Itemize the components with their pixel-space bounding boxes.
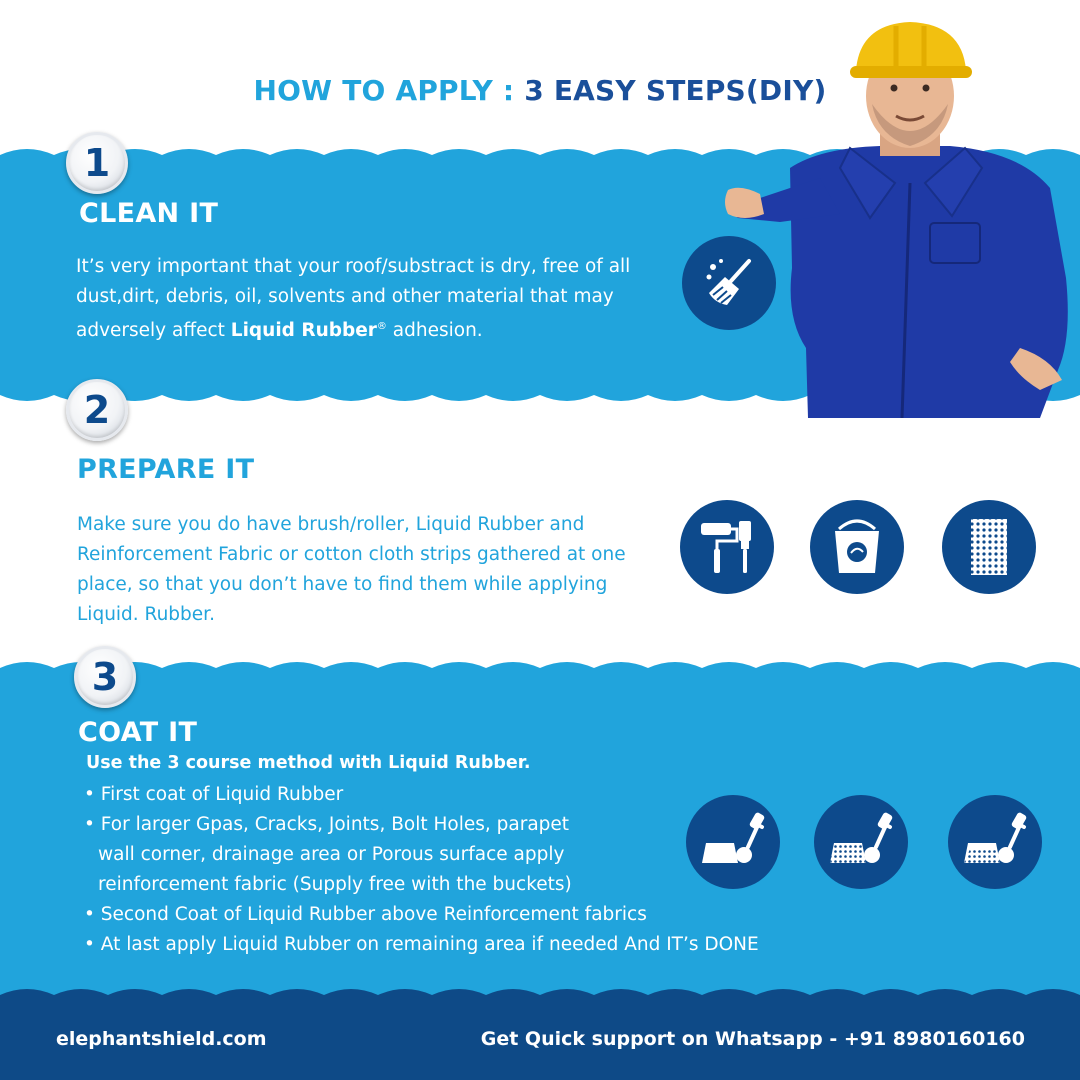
title-part-2: 3 EASY STEPS(DIY) [524,74,827,107]
list-item: • At last apply Liquid Rubber on remaining area if needed And IT’s DONE [84,934,759,955]
list-item: wall corner, drainage area or Porous surface apply [98,844,565,865]
roller-coat-icon [686,795,780,889]
worker-illustration [720,18,1080,418]
roller-fabric-icon [814,795,908,889]
step-3-heading: COAT IT [78,717,198,748]
step-2-text: Make sure you do have brush/roller, Liquid Rubber and Reinforcement Fabric or cotton cloth strips gathered at one place, so that you don’t have to find them while applying Liquid. Rubber. [77,514,626,625]
step-2-badge: 2 [66,379,128,441]
roller-fabric-coat-icon [948,795,1042,889]
step-1-text: It’s very important that your roof/substract is dry, free of all dust,dirt, debris, oil, solvents and other material that may adversely affect Liquid Rubber® adhesion. [76,256,631,342]
brand-name: Liquid Rubber [230,320,377,342]
brand-mark: ® [376,321,387,332]
title-part-1: HOW TO APPLY : [253,74,525,107]
step-3-badge: 3 [74,646,136,708]
step-1-badge: 1 [66,132,128,194]
step-2-heading: PREPARE IT [77,454,255,485]
list-item: • Second Coat of Liquid Rubber above Reinforcement fabrics [84,904,647,925]
footer-support[interactable]: Get Quick support on Whatsapp - +91 8980160160 [480,1028,1025,1050]
step-1-heading: CLEAN IT [79,198,219,229]
list-item: • First coat of Liquid Rubber [84,784,344,805]
footer-website[interactable]: elephantshield.com [56,1028,267,1050]
list-item: • For larger Gpas, Cracks, Joints, Bolt Holes, parapet [84,814,570,835]
fabric-icon [942,500,1036,594]
step-3-subheading: Use the 3 course method with Liquid Rubber. [86,753,531,773]
roller-brush-icon [680,500,774,594]
list-item: reinforcement fabric (Supply free with the buckets) [98,874,572,895]
bucket-icon [810,500,904,594]
broom-cleaning-icon [682,236,776,330]
